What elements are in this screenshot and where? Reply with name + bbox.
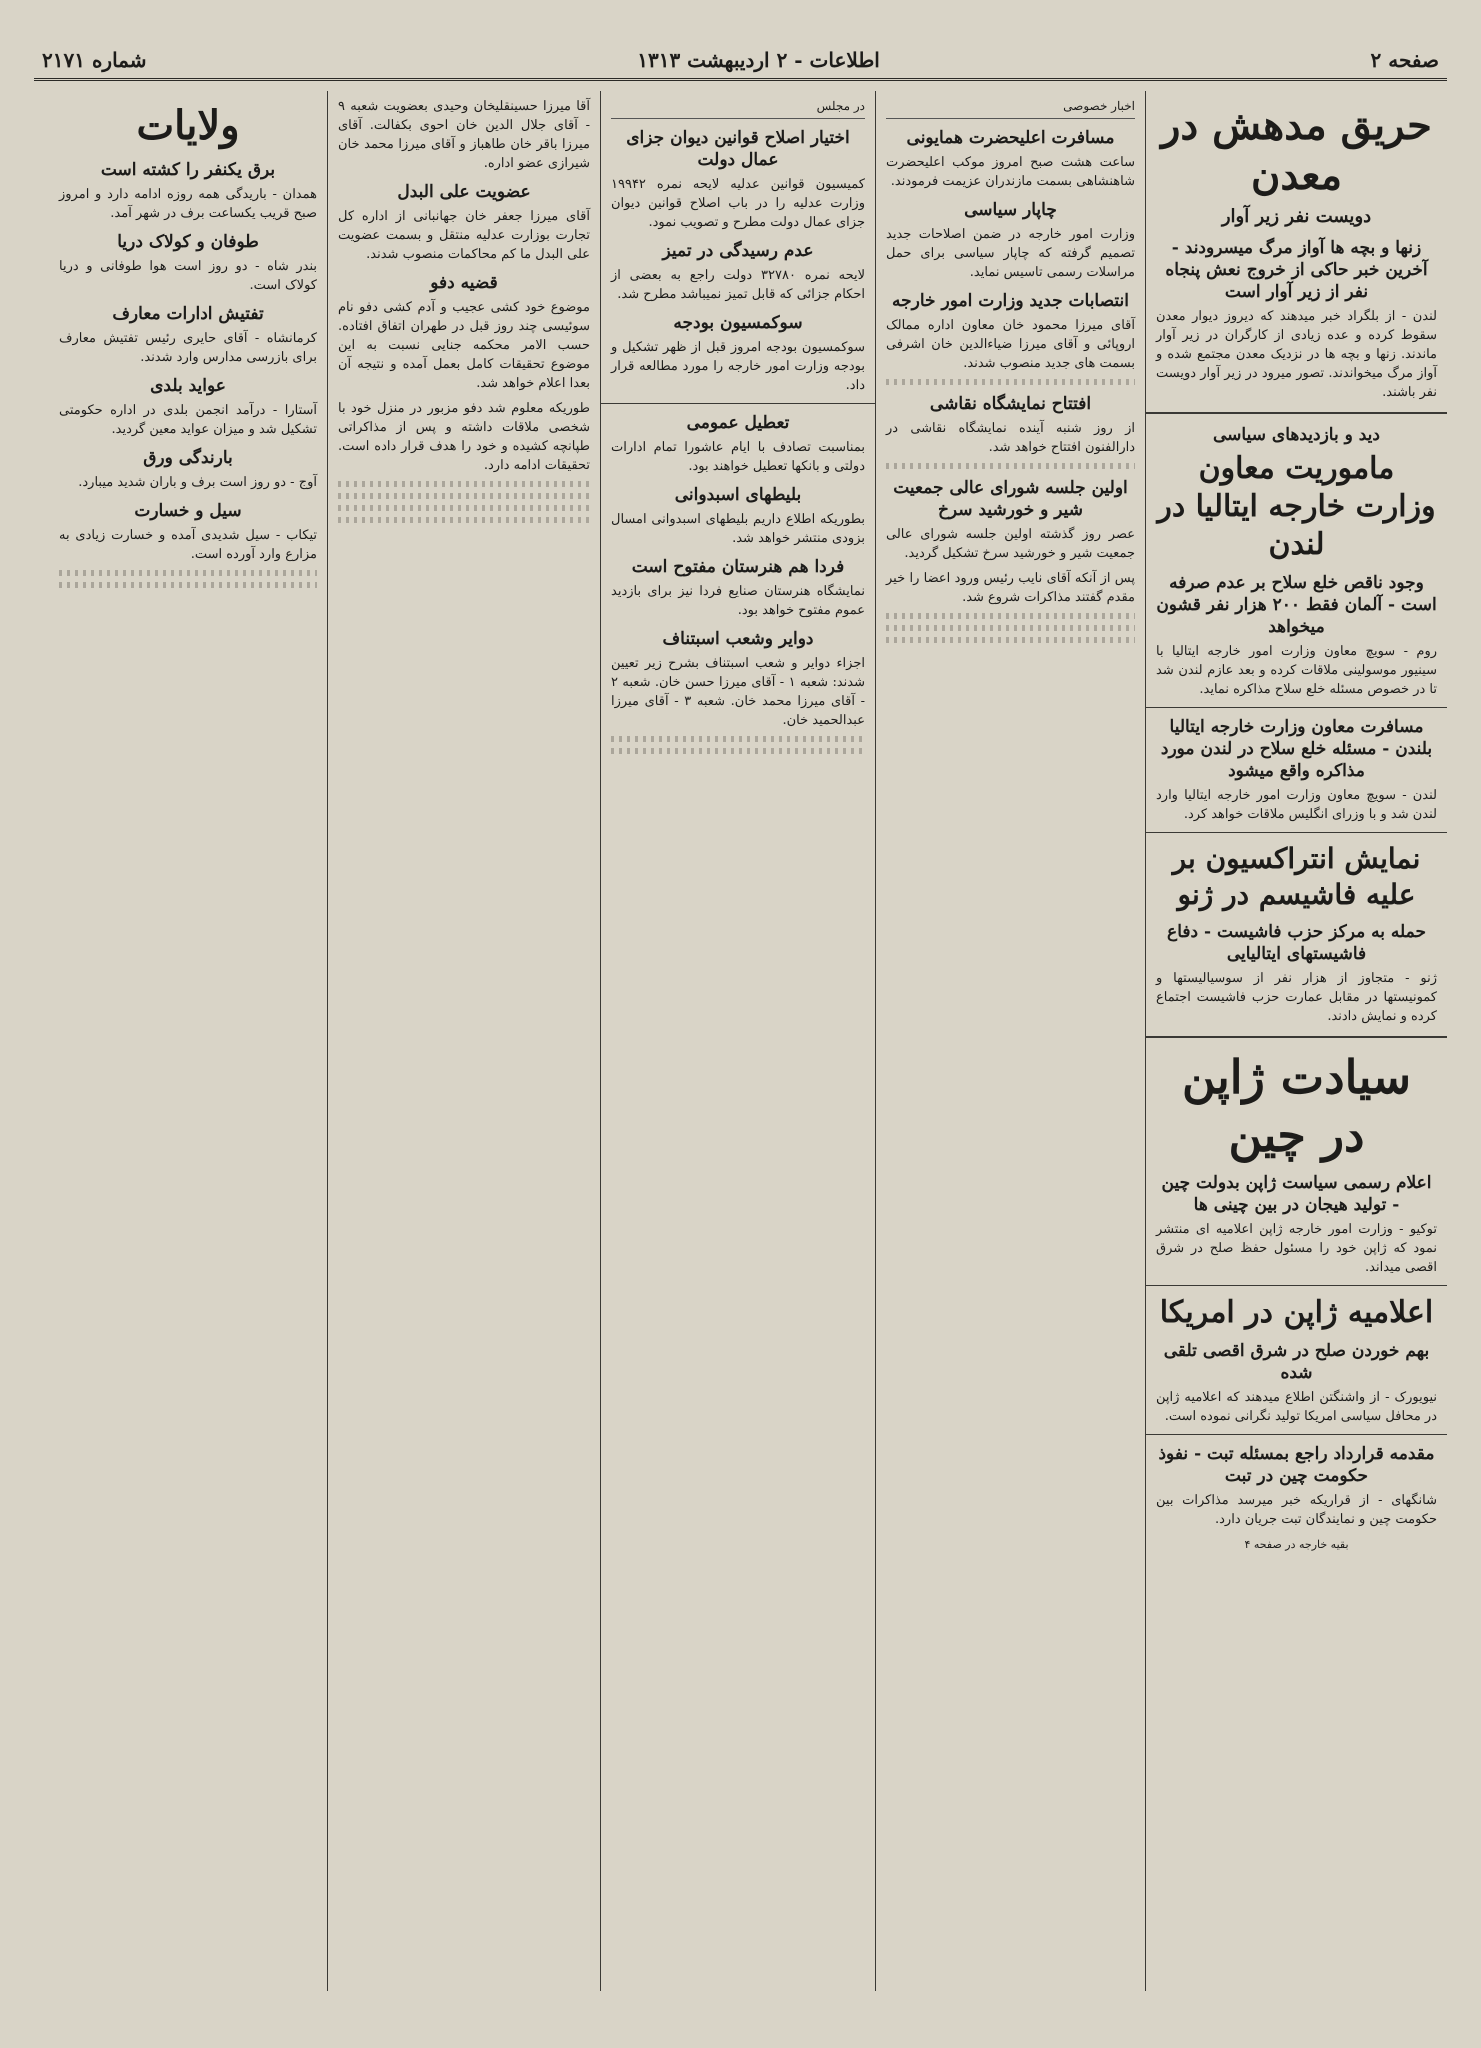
redcross-headline: اولین جلسه شورای عالی جمعیت شیر و خورشید سرخ bbox=[893, 478, 1128, 520]
text-filler bbox=[338, 505, 590, 511]
divider bbox=[1146, 412, 1447, 414]
geneva-sub: حمله به مرکز حزب فاشیست - دفاع فاشیستهای ایتالیایی bbox=[1167, 922, 1426, 964]
japan-sub: اعلام رسمی سیاست ژاپن بدولت چین - تولید هیجان در بین چینی ها bbox=[1161, 1173, 1432, 1215]
art-school-body: نمایشگاه هنرستان صنایع فردا نیز برای بازدید عموم مفتوح خواهد بود. bbox=[611, 584, 865, 618]
holiday-body: بمناسبت تصادف با ایام عاشورا تمام ادارات دولتی و بانکها تعطیل خواهند بود. bbox=[611, 440, 865, 474]
america-sub: بهم خوردن صلح در شرق اقصی تلقی شده bbox=[1163, 1341, 1430, 1383]
budget-headline: سوکمسیون بودجه bbox=[673, 313, 803, 333]
text-filler bbox=[59, 570, 317, 576]
rain-body: آوج - دو روز است برف و باران شدید میبارد. bbox=[78, 475, 317, 490]
redcross-body: عصر روز گذشته اولین جلسه شورای عالی جمعیت شیر و خورشید سرخ تشکیل گردید. bbox=[886, 527, 1135, 561]
court-body: آقا میرزا حسینقلیخان وحیدی بعضویت شعبه ۹ - آقای جلال الدین خان احوی بکفالت. آقای میرزا باقر خان طاهباز و آقای میرزا محمد خان شیرازی عضو اداره. bbox=[338, 99, 590, 171]
italy-body: روم - سویچ معاون وزارت امور خارجه ایتالیا با سینیور موسولینی ملاقات کرده و بعد عازم لندن شد تا در خصوص مسئله خلع سلاح مذاکره نماید. bbox=[1156, 644, 1437, 697]
flood-headline: سیل و خسارت bbox=[134, 501, 242, 521]
japan-body: توکیو - وزارت امور خارجه ژاپن اعلامیه ای منتشر نمود که ژاپن خود را مسئول حفظ صلح در شرق اقصی میداند. bbox=[1156, 1222, 1437, 1275]
travel-body: ساعت هشت صبح امروز موکب اعلیحضرت شاهنشاهی بسمت مازندران عزیمت فرمودند. bbox=[886, 155, 1135, 189]
lightning-headline: برق یکنفر را کشته است bbox=[100, 160, 276, 180]
art-school-headline: فردا هم هنرستان مفتوح است bbox=[631, 557, 845, 577]
page-label: صفحه ۲ bbox=[1370, 48, 1439, 72]
divider bbox=[1146, 707, 1447, 708]
column-court bbox=[327, 91, 600, 1991]
tibet-headline: مقدمه قرارداد راجع بمسئله تبت - نفوذ حکومت چین در تبت bbox=[1158, 1444, 1435, 1486]
italy-sub: وجود ناقص خلع سلاح بر عدم صرفه است - آلمان فقط ۲۰۰ هزار نفر قشون میخواهد bbox=[1156, 573, 1437, 637]
dufo-body: موضوع خود کشی عجیب و آدم کشی دفو نام سوئیسی چند روز قبل در طهران اتفاق افتاده. حسب الامر محکمه جنایی نسبت به این موضوع تحقیقات کامل بعمل آمده و نتیجه آن بعدا اعلام خواهد شد. bbox=[338, 300, 590, 391]
fire-sub2: زنها و بچه ها آواز مرگ میسرودند - آخرین خبر حاکی از خروج نعش پنجاه نفر از زیر آوار است bbox=[1165, 238, 1428, 302]
courier-body: وزارت امور خارجه در ضمن اصلاحات جدید تصمیم گرفته که چاپار سیاسی برای حمل مراسلات رسمی تاسیس نماید. bbox=[886, 227, 1135, 280]
column-provinces bbox=[49, 91, 327, 1991]
holiday-headline: تعطیل عمومی bbox=[686, 413, 790, 433]
text-filler bbox=[338, 493, 590, 499]
redcross-body2: پس از آنکه آقای نایب رئیس ورود اعضا را خیر مقدم گفتند مذاکرات شروع شد. bbox=[886, 571, 1135, 605]
text-filler bbox=[886, 637, 1135, 643]
text-filler bbox=[59, 582, 317, 588]
italy-headline: ماموریت معاون وزارت خارجه ایتالیا در لندن bbox=[1157, 451, 1436, 562]
divider bbox=[1146, 1434, 1447, 1435]
dufo-headline: قضیه دفو bbox=[430, 273, 498, 293]
column-label: اخبار خصوصی bbox=[886, 97, 1135, 119]
column-grid bbox=[34, 91, 1447, 1991]
america-body: نیویورک - از واشنگتن اطلاع میدهند که اعلامیه ژاپن در محافل سیاسی امریکا تولید نگرانی نموده است. bbox=[1156, 1390, 1437, 1424]
courts-headline: دوایر وشعب اسبتناف bbox=[662, 629, 814, 649]
courier-headline: چاپار سیاسی bbox=[964, 200, 1057, 220]
divider bbox=[1146, 1036, 1447, 1038]
fire-headline: حریق مدهش در معدن bbox=[1161, 102, 1432, 199]
text-filler bbox=[886, 613, 1135, 619]
geneva-body: ژنو - متجاوز از هزار نفر از سوسیالیستها و کمونیستها در مقابل عمارت حزب فاشیست اجتماع کرده و نمایش دادند. bbox=[1156, 971, 1437, 1024]
italy2-headline: مسافرت معاون وزارت خارجه ایتالیا بلندن - مسئله خلع سلاح در لندن مورد مذاکره واقع میشود bbox=[1160, 717, 1433, 781]
law-body: کمیسیون قوانین عدلیه لایحه نمره ۱۹۹۴۲ وزارت عدلیه را در باب اصلاح قوانین دیوان جزای عمال دولت مطرح و تصویب نمود. bbox=[611, 177, 865, 230]
storm-headline: طوفان و کولاک دریا bbox=[117, 232, 259, 252]
tibet-body: شانگهای - از قراریکه خبر میرسد مذاکرات بین حکومت چین و نمایندگان تبت جریان دارد. bbox=[1156, 1493, 1437, 1527]
law-headline: اختیار اصلاح قوانین دیوان جزای عمال دولت bbox=[626, 128, 850, 170]
dufo-body2: طوریکه معلوم شد دفو مزبور در منزل خود با شخصی ملاقات داشته و پس از مذاکراتی طپانچه کشیده و خود را هدف قرار داده است. تحقیقات ادامه دارد. bbox=[338, 401, 590, 473]
divider bbox=[1146, 832, 1447, 833]
inspection-headline: تفتیش ادارات معارف bbox=[112, 304, 264, 324]
fire-body: لندن - از بلگراد خبر میدهند که دیروز دیوار معدن سقوط کرده و عده زیادی از کارگران در زیر آوار ماندند. زنها و بچه ها در نزدیک معدن مجتمع شده و آواز مرگ میخواندند. تصور میرود در زیر آوار دویست نفر باشند. bbox=[1156, 309, 1437, 400]
alternate-body: آقای میرزا جعفر خان جهانبانی از اداره کل تجارت بوزارت عدلیه منتقل و بسمت عضویت علی البدل ما کم محاکمات منصوب شدند. bbox=[338, 209, 590, 262]
masthead bbox=[34, 48, 1447, 81]
appointments-headline: انتصابات جدید وزارت امور خارجه bbox=[892, 291, 1129, 311]
appeal-headline: عدم رسیدگی در تمیز bbox=[662, 241, 814, 261]
appeal-body: لایحه نمره ۳۲۷۸۰ دولت راجع به بعضی از احکام جزائی که قابل تمیز نمیباشد مطرح شد. bbox=[611, 268, 866, 302]
continued-note: بقیه خارجه در صفحه ۴ bbox=[1244, 1538, 1349, 1551]
rain-headline: بارندگی ورق bbox=[143, 448, 233, 468]
geneva-headline: نمایش انتراکسیون بر علیه فاشیسم در ژنو bbox=[1172, 842, 1421, 911]
inspection-body: کرمانشاه - آقای حایری رئیس تفتیش معارف برای بازرسی مدارس وارد شدند. bbox=[59, 331, 317, 365]
date-line: اطلاعات - ۲ اردیبهشت ۱۳۱۳ bbox=[637, 48, 880, 72]
lottery-body: بطوریکه اطلاع داریم بلیطهای اسبدوانی امسال بزودی منتشر خواهد شد. bbox=[611, 512, 865, 546]
alternate-headline: عضویت علی البدل bbox=[397, 182, 531, 202]
column-private-news bbox=[875, 91, 1145, 1991]
column-label: در مجلس bbox=[611, 97, 865, 119]
fire-sub1: دویست نفر زیر آوار bbox=[1221, 206, 1372, 227]
appointments-body: آقای میرزا محمود خان معاون اداره ممالک اروپائی و آقای میرزا ضیاءالدین خان اشرفی بسمت های جدید منصوب شدند. bbox=[886, 318, 1135, 371]
flood-body: تیکاب - سیل شدیدی آمده و خسارت زیادی به مزارع وارد آورده است. bbox=[59, 528, 317, 562]
budget-body: سوکمسیون بودجه امروز قبل از ظهر تشکیل و بودجه وزارت امور خارجه را مورد مطالعه قرار داد. bbox=[611, 340, 865, 393]
divider bbox=[601, 403, 875, 404]
text-filler bbox=[338, 517, 590, 523]
storm-body: بندر شاه - دو روز است هوا طوفانی و دریا کولاک است. bbox=[59, 259, 317, 293]
column-parliament bbox=[600, 91, 875, 1991]
issue-number: شماره ۲۱۷۱ bbox=[42, 48, 147, 72]
courts-body: اجزاء دوایر و شعب اسبتناف بشرح زیر تعیین شدند: شعبه ۱ - آقای میرزا حسن خان. شعبه ۲ - آقای میرزا محمد خان. شعبه ۳ - آقای میرزا عبدالحمید خان. bbox=[611, 656, 865, 728]
text-filler bbox=[886, 463, 1135, 469]
exhibition-body: از روز شنبه آینده نمایشگاه نقاشی در دارالفنون افتتاح خواهد شد. bbox=[886, 421, 1135, 455]
divider bbox=[1146, 1285, 1447, 1286]
text-filler bbox=[886, 379, 1135, 385]
america-headline: اعلامیه ژاپن در امریکا bbox=[1159, 1295, 1434, 1330]
column-foreign bbox=[1145, 91, 1447, 1991]
lightning-body: همدان - باریدگی همه روزه ادامه دارد و امروز صبح قریب یکساعت برف در شهر آمد. bbox=[59, 187, 317, 221]
provinces-headline: ولایات bbox=[136, 102, 240, 149]
text-filler bbox=[611, 736, 865, 742]
text-filler bbox=[611, 748, 865, 754]
lottery-headline: بلیطهای اسبدوانی bbox=[674, 485, 802, 505]
revenue-body: آستارا - درآمد انجمن بلدی در اداره حکومتی تشکیل شد و میزان عواید معین گردید. bbox=[59, 403, 317, 437]
travel-headline: مسافرت اعلیحضرت همایونی bbox=[906, 128, 1115, 148]
revenue-headline: عواید بلدی bbox=[150, 376, 226, 396]
japan-headline: سیادت ژاپن در چین bbox=[1181, 1050, 1412, 1162]
text-filler bbox=[338, 481, 590, 487]
section-label: دید و بازدیدهای سیاسی bbox=[1213, 425, 1380, 445]
text-filler bbox=[886, 625, 1135, 631]
italy2-body: لندن - سویچ معاون وزارت امور خارجه ایتالیا وارد لندن شد و با وزرای انگلیس ملاقات خواهد کرد. bbox=[1156, 788, 1437, 822]
exhibition-headline: افتتاح نمایشگاه نقاشی bbox=[929, 394, 1092, 414]
